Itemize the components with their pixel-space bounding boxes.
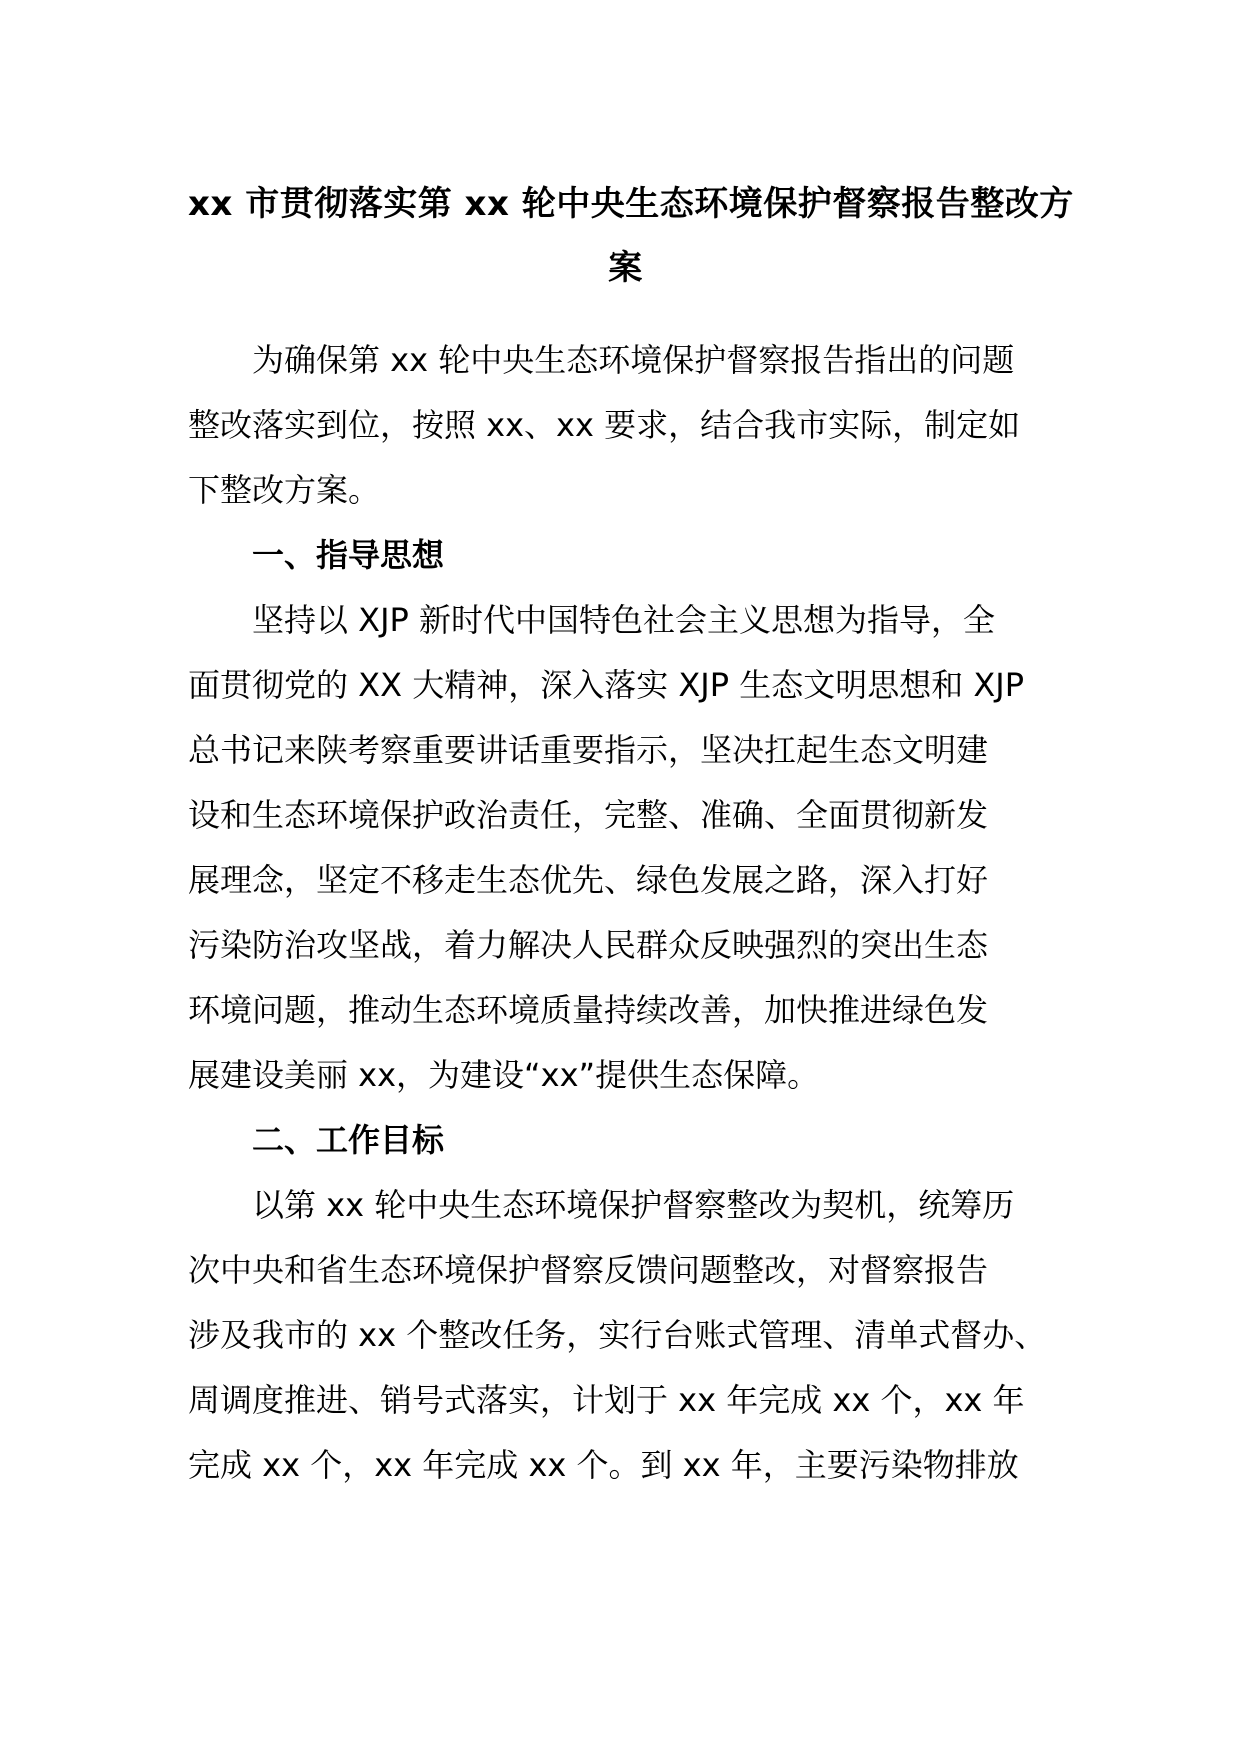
document-content <box>188 172 1074 1498</box>
goals-line-3: 涉及我市的 xx 个整改任务，实行台账式管理、清单式督办、 <box>188 1316 1047 1354</box>
guiding-line-1: 坚持以 XJP 新时代中国特色社会主义思想为指导，全 <box>252 601 996 639</box>
intro-line-3: 下整改方案。 <box>188 471 381 509</box>
title-line-2: 案 <box>608 248 643 288</box>
work-goals-paragraph <box>188 1173 1063 1498</box>
goals-line-2: 次中央和省生态环境保护督察反馈问题整改，对督察报告 <box>188 1251 989 1289</box>
intro-paragraph <box>188 328 1063 523</box>
title-line-1: xx 市贯彻落实第 xx 轮中央生态环境保护督察报告整改方 <box>188 184 1074 224</box>
guiding-line-2: 面贯彻党的 XX 大精神，深入落实 XJP 生态文明思想和 XJP <box>188 666 1025 704</box>
guiding-line-8: 展建设美丽 xx，为建设“xx”提供生态保障。 <box>188 1056 820 1094</box>
goals-line-1: 以第 xx 轮中央生态环境保护督察整改为契机，统筹历 <box>252 1186 1015 1224</box>
document-title <box>188 172 1074 300</box>
guiding-line-5: 展理念，坚定不移走生态优先、绿色发展之路，深入打好 <box>188 861 989 899</box>
guiding-line-6: 污染防治攻坚战，着力解决人民群众反映强烈的突出生态 <box>188 926 989 964</box>
section-heading-guiding-ideology: 一、指导思想 <box>252 536 445 574</box>
guiding-line-4: 设和生态环境保护政治责任，完整、准确、全面贯彻新发 <box>188 796 989 834</box>
goals-line-4: 周调度推进、销号式落实，计划于 xx 年完成 xx 个，xx 年 <box>188 1381 1025 1419</box>
intro-line-1: 为确保第 xx 轮中央生态环境保护督察报告指出的问题 <box>252 341 1015 379</box>
document-body <box>188 328 1063 1498</box>
section-heading-work-goals: 二、工作目标 <box>252 1121 445 1159</box>
goals-line-5: 完成 xx 个，xx 年完成 xx 个。到 xx 年，主要污染物排放 <box>188 1446 1019 1484</box>
guiding-ideology-paragraph <box>188 588 1063 1108</box>
intro-line-2: 整改落实到位，按照 xx、xx 要求，结合我市实际，制定如 <box>188 406 1021 444</box>
guiding-line-7: 环境问题，推动生态环境质量持续改善，加快推进绿色发 <box>188 991 989 1029</box>
guiding-line-3: 总书记来陕考察重要讲话重要指示，坚决扛起生态文明建 <box>188 731 989 769</box>
